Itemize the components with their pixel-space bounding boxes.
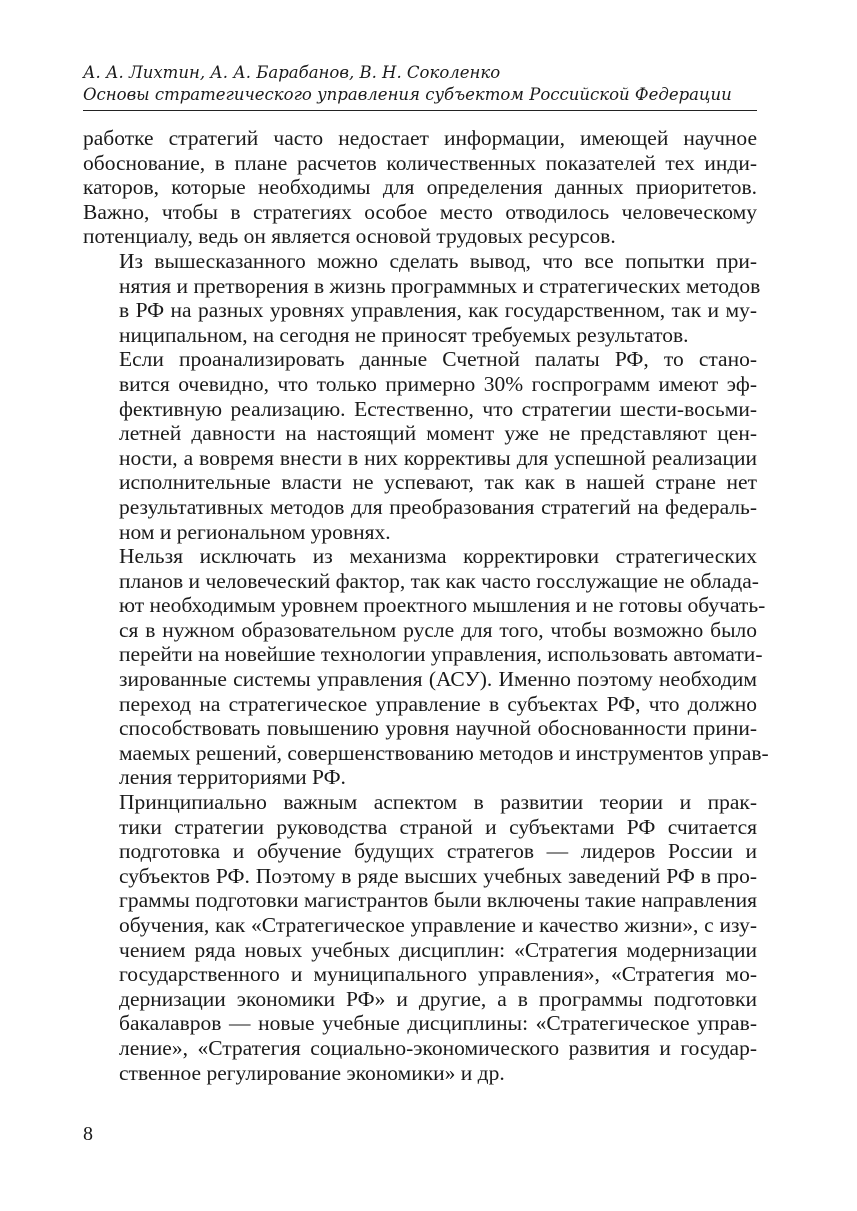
- text-line: ственное регулирование экономики» и др.: [119, 1060, 505, 1085]
- text-line: каторов, которые необходимы для определения данных приоритетов.: [83, 175, 757, 200]
- text-line: ся в нужном образовательном русле для того, чтобы возможно было: [119, 617, 757, 642]
- text-line: ление», «Стратегия социально-экономического развития и государ-: [119, 1035, 757, 1060]
- text-line: ют необходимым уровнем проектного мышления и не готовы обучать-: [119, 593, 766, 618]
- text-line: летней давности на настоящий момент уже не представляют цен-: [119, 421, 757, 446]
- text-line: Принципиально важным аспектом в развитии теории и прак-: [119, 790, 757, 815]
- text-line: ниципальном, на сегодня не приносят требуемых результатов.: [119, 322, 689, 347]
- running-head: [83, 62, 757, 106]
- text-line: граммы подготовки магистрантов были включены такие направления: [119, 888, 757, 913]
- text-line: переход на стратегическое управление в субъектах РФ, что должно: [119, 691, 757, 716]
- text-line: ности, а вовремя внести в них коррективы для успешной реализации: [119, 445, 757, 470]
- text-line: обоснование, в плане расчетов количественных показателей тех инди-: [83, 150, 757, 175]
- page-number: 8: [83, 1123, 93, 1145]
- text-line: нятия и претворения в жизнь программных и стратегических методов: [119, 273, 761, 298]
- text-line: Важно, чтобы в стратегиях особое место отводилось человеческому: [83, 199, 757, 224]
- paragraph-4: [83, 544, 769, 790]
- body-text: [83, 126, 769, 1085]
- text-line: фективную реализацию. Естественно, что стратегии шести-восьми-: [119, 396, 757, 421]
- text-line: перейти на новейшие технологии управления, использовать автомати-: [119, 642, 763, 667]
- text-line: планов и человеческий фактор, так как часто госслужащие не облада-: [119, 568, 759, 593]
- text-line: чением ряда новых учебных дисциплин: «Стратегия модернизации: [119, 937, 757, 962]
- text-line: Нельзя исключать из механизма корректировки стратегических: [119, 544, 757, 569]
- text-line: бакалавров — новые учебные дисциплины: «Стратегическое управ-: [119, 1011, 757, 1036]
- paragraph-5: [83, 790, 757, 1085]
- text-line: тики стратегии руководства страной и субъектами РФ считается: [119, 814, 757, 839]
- text-line: обучения, как «Стратегическое управление и качество жизни», с изу-: [119, 913, 757, 937]
- paragraph-3: [83, 347, 757, 544]
- text-line: Если проанализировать данные Счетной палаты РФ, то стано-: [119, 347, 757, 372]
- running-head-book-title: Основы стратегического управления субъектом Российской Федерации: [83, 85, 732, 104]
- running-head-authors: А. А. Лихтин, А. А. Барабанов, В. Н. Соколенко: [83, 63, 501, 82]
- text-line: маемых решений, совершенствованию методов и инструментов управ-: [119, 740, 769, 765]
- text-line: результативных методов для преобразования стратегий на федераль-: [119, 494, 757, 519]
- header-rule: [83, 110, 757, 111]
- text-line: ном и региональном уровнях.: [119, 519, 391, 544]
- paragraph-1: [83, 126, 757, 249]
- paragraph-2: [83, 248, 761, 347]
- text-line: исполнительные власти не успевают, так как в нашей стране нет: [119, 470, 757, 495]
- text-line: потенциалу, ведь он является основой трудовых ресурсов.: [83, 224, 616, 249]
- text-line: способствовать повышению уровня научной обоснованности прини-: [119, 716, 757, 741]
- text-line: вится очевидно, что только примерно 30% госпрограмм имеют эф-: [119, 371, 757, 396]
- text-line: Из вышесказанного можно сделать вывод, что все попытки при-: [119, 248, 757, 273]
- text-line: подготовка и обучение будущих стратегов — лидеров России и: [119, 839, 757, 864]
- text-line: государственного и муниципального управления», «Стратегия мо-: [119, 962, 757, 987]
- text-line: субъектов РФ. Поэтому в ряде высших учебных заведений РФ в про-: [119, 863, 757, 888]
- text-line: дернизации экономики РФ» и другие, а в программы подготовки: [119, 986, 757, 1011]
- text-line: ления территориями РФ.: [119, 765, 346, 790]
- text-line: зированные системы управления (АСУ). Именно поэтому необходим: [119, 667, 757, 692]
- text-line: в РФ на разных уровнях управления, как государственном, так и му-: [119, 298, 757, 323]
- text-line: работке стратегий часто недостает информации, имеющей научное: [83, 126, 757, 150]
